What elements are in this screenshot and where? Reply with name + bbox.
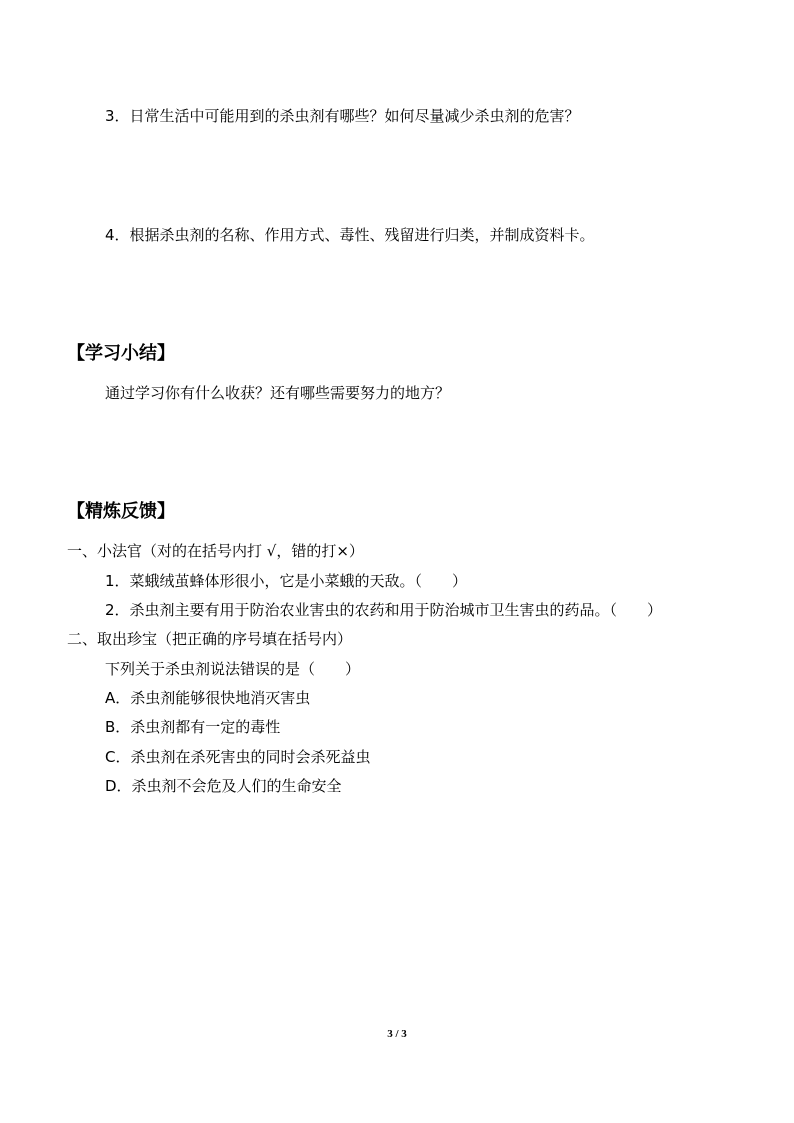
option-c: C．杀虫剂在杀死害虫的同时会杀死益虫 [105,748,371,766]
option-a: A．杀虫剂能够很快地消灭害虫 [105,689,311,707]
part1-item-1: 1．菜蛾绒茧蜂体形很小，它是小菜蛾的天敌。（ ） [105,572,468,590]
question-4: 4．根据杀虫剂的名称、作用方式、毒性、残留进行归类，并制成资料卡。 [105,226,595,244]
part1-item-2: 2．杀虫剂主要有用于防治农业害虫的农药和用于防治城市卫生害虫的药品。（ ） [105,601,663,619]
part2-question: 下列关于杀虫剂说法错误的是（ ） [105,660,361,678]
option-d: D．杀虫剂不会危及人们的生命安全 [105,777,342,795]
part2-title: 二、取出珍宝（把正确的序号填在括号内） [67,630,353,648]
question-3: 3．日常生活中可能用到的杀虫剂有哪些？如何尽量减少杀虫剂的危害？ [105,107,580,125]
part1-title: 一、小法官（对的在括号内打 √，错的打×） [67,542,364,560]
option-b: B．杀虫剂都有一定的毒性 [105,718,281,736]
page-number: 3 / 3 [387,1028,407,1040]
summary-prompt: 通过学习你有什么收获？还有哪些需要努力的地方？ [105,384,451,402]
feedback-heading: 【精炼反馈】 [67,501,175,522]
summary-heading: 【学习小结】 [67,343,175,364]
